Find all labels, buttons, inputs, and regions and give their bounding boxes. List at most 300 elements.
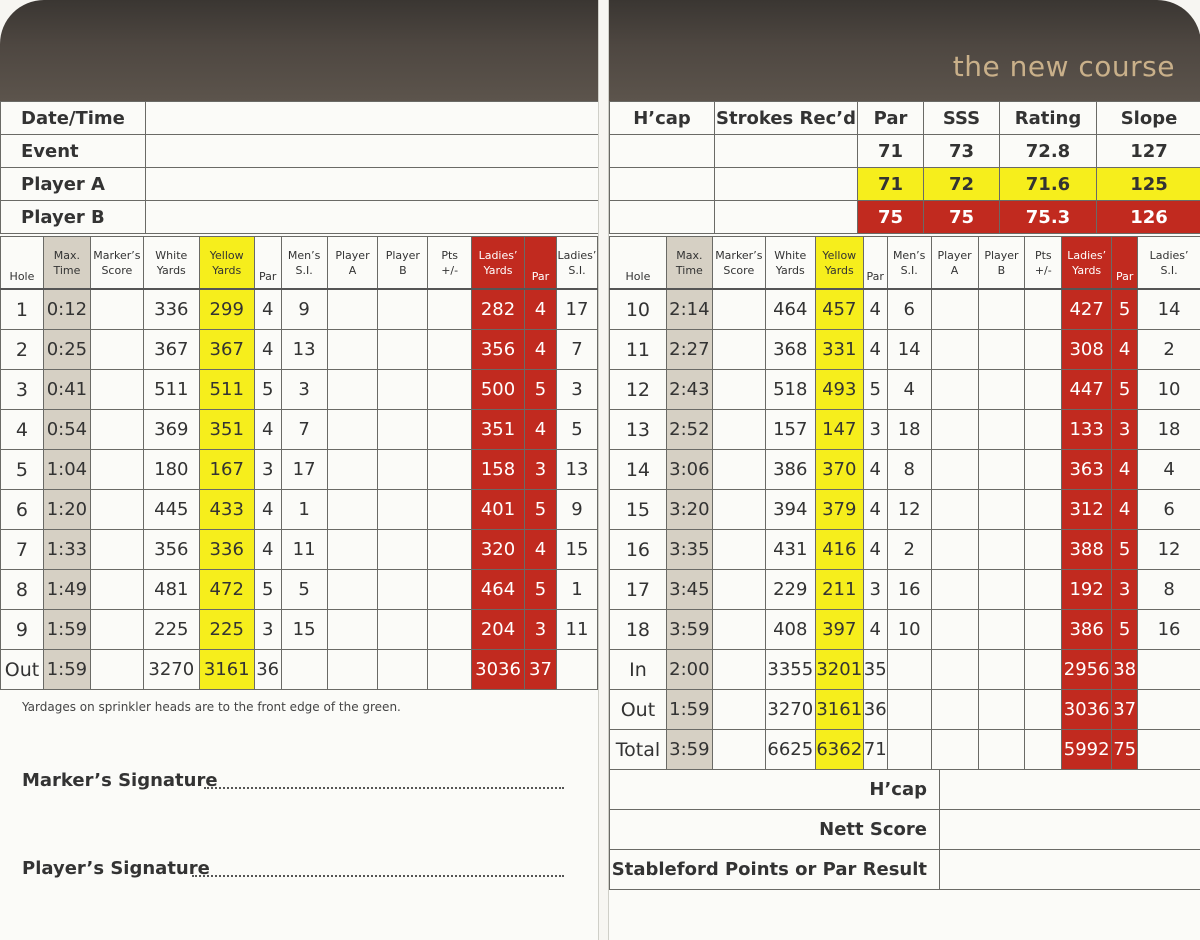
score-entry-cell[interactable]	[378, 610, 428, 650]
cell-time: 3:59	[666, 610, 712, 650]
score-entry-cell[interactable]	[90, 289, 143, 330]
cell-time: 1:04	[43, 450, 90, 490]
score-entry-cell[interactable]	[378, 410, 428, 450]
cell-hole: 13	[610, 410, 667, 450]
score-entry-cell[interactable]	[1025, 690, 1062, 730]
hole-row	[610, 490, 1200, 530]
cell-yellow: 211	[815, 570, 863, 610]
cell-yellow: 331	[815, 330, 863, 370]
score-entry-cell[interactable]	[1025, 450, 1062, 490]
markers-signature-label: Marker’s Signature	[22, 770, 218, 791]
handicap-field[interactable]	[610, 135, 715, 168]
header-ladies-par	[1112, 237, 1138, 290]
cell-lyards: 401	[472, 490, 525, 530]
score-entry-cell[interactable]	[378, 650, 428, 690]
score-entry-cell[interactable]	[712, 530, 765, 570]
cell-white: 481	[143, 570, 199, 610]
cell-lsi: 16	[1138, 610, 1200, 650]
cell-lpar: 4	[525, 410, 557, 450]
info-entry-field[interactable]	[146, 135, 599, 168]
cell-lyards: 5992	[1062, 730, 1112, 770]
cell-lsi: 12	[1138, 530, 1200, 570]
score-entry-cell[interactable]	[1025, 330, 1062, 370]
cell-white: 368	[765, 330, 815, 370]
score-entry-cell[interactable]	[978, 650, 1025, 690]
score-entry-cell[interactable]	[1138, 730, 1200, 770]
header-line: +/-	[1034, 263, 1052, 277]
cell-lyards: 192	[1062, 570, 1112, 610]
cell-lpar: 5	[1112, 289, 1138, 330]
score-entry-cell[interactable]	[978, 370, 1025, 410]
cell-hole: 4	[1, 410, 44, 450]
header-max-time	[666, 237, 712, 290]
header-line: Ladies’	[478, 248, 518, 262]
cell-hole: 15	[610, 490, 667, 530]
score-entry-cell[interactable]	[327, 650, 378, 690]
cell-lpar: 5	[1112, 370, 1138, 410]
header-line: White	[774, 248, 807, 262]
rating-value: 71.6	[1000, 168, 1097, 201]
cell-hole: 18	[610, 610, 667, 650]
cell-si: 12	[887, 490, 931, 530]
header-marker	[712, 237, 765, 290]
score-entry-cell[interactable]	[378, 490, 428, 530]
score-entry-cell[interactable]	[931, 530, 978, 570]
cell-si: 13	[281, 330, 327, 370]
cell-white: 394	[765, 490, 815, 530]
cell-time: 1:33	[43, 530, 90, 570]
hole-row	[1, 330, 598, 370]
score-entry-cell[interactable]	[428, 330, 472, 370]
cell-lpar: 4	[1112, 490, 1138, 530]
score-entry-cell[interactable]	[931, 450, 978, 490]
score-entry-cell[interactable]	[90, 530, 143, 570]
cell-par: 4	[254, 289, 281, 330]
cell-time: 2:43	[666, 370, 712, 410]
header-player-a	[327, 237, 378, 290]
header-line: Yellow	[209, 248, 244, 262]
cell-white: 356	[143, 530, 199, 570]
cell-white: 157	[765, 410, 815, 450]
cell-lsi: 9	[556, 490, 597, 530]
score-entry-cell[interactable]	[712, 450, 765, 490]
cell-lsi: 8	[1138, 570, 1200, 610]
cell-time: 3:45	[666, 570, 712, 610]
score-entry-cell[interactable]	[281, 650, 327, 690]
result-entry-field[interactable]	[940, 850, 1200, 890]
total-row	[1, 650, 598, 690]
cell-lpar: 3	[525, 450, 557, 490]
cell-lpar: 4	[525, 330, 557, 370]
score-entry-cell[interactable]	[428, 610, 472, 650]
cell-hole: 1	[1, 289, 44, 330]
rating-value: 75.3	[1000, 201, 1097, 234]
cell-time: 0:41	[43, 370, 90, 410]
score-entry-cell[interactable]	[931, 490, 978, 530]
hole-row	[610, 570, 1200, 610]
header-line: Men’s	[892, 248, 926, 262]
score-entry-cell[interactable]	[327, 530, 378, 570]
rating-header: Rating	[1000, 102, 1097, 135]
cell-par: 36	[863, 690, 887, 730]
cell-yellow: 3161	[199, 650, 254, 690]
rating-row	[610, 201, 1200, 234]
cell-lpar: 37	[1112, 690, 1138, 730]
score-entry-cell[interactable]	[428, 570, 472, 610]
cell-lyards: 447	[1062, 370, 1112, 410]
cell-yellow: 299	[199, 289, 254, 330]
back-nine-scores	[609, 236, 1200, 770]
cell-white: 336	[143, 289, 199, 330]
header-hole	[1, 237, 44, 290]
result-row	[610, 810, 1200, 850]
front-nine-scores	[0, 236, 598, 690]
cell-hole: 10	[610, 289, 667, 330]
cell-par: 4	[863, 289, 887, 330]
header-marker	[90, 237, 143, 290]
cell-time: 3:20	[666, 490, 712, 530]
strokes-field[interactable]	[715, 201, 858, 234]
header-line: A	[348, 263, 357, 277]
score-entry-cell[interactable]	[931, 690, 978, 730]
score-entry-cell[interactable]	[887, 730, 931, 770]
header-mens-si	[887, 237, 931, 290]
hole-row	[1, 570, 598, 610]
cell-lsi: 3	[556, 370, 597, 410]
score-entry-cell[interactable]	[327, 570, 378, 610]
cell-white: 3270	[765, 690, 815, 730]
cell-white: 367	[143, 330, 199, 370]
strokes-field[interactable]	[715, 135, 858, 168]
cell-si: 16	[887, 570, 931, 610]
cell-hole: 3	[1, 370, 44, 410]
score-entry-cell[interactable]	[428, 370, 472, 410]
header-line: Pts	[441, 248, 459, 262]
score-entry-cell[interactable]	[327, 410, 378, 450]
players-signature-label: Player’s Signature	[22, 858, 210, 879]
cell-white: 225	[143, 610, 199, 650]
handicap-field[interactable]	[610, 168, 715, 201]
cell-time: 1:59	[43, 610, 90, 650]
cell-time: 0:12	[43, 289, 90, 330]
cell-si: 17	[281, 450, 327, 490]
score-entry-cell[interactable]	[428, 530, 472, 570]
score-entry-cell[interactable]	[1025, 289, 1062, 330]
cell-lyards: 282	[472, 289, 525, 330]
score-entry-cell[interactable]	[428, 650, 472, 690]
score-entry-cell[interactable]	[1025, 610, 1062, 650]
score-entry-cell[interactable]	[1025, 490, 1062, 530]
back-nine-card	[608, 0, 1200, 940]
score-entry-cell[interactable]	[931, 570, 978, 610]
header-line: Par	[258, 270, 277, 283]
score-entry-cell[interactable]	[428, 410, 472, 450]
hole-row	[1, 289, 598, 330]
header-line: Time	[675, 263, 703, 277]
score-entry-cell[interactable]	[327, 450, 378, 490]
strokes-field[interactable]	[715, 168, 858, 201]
cell-par: 5	[254, 570, 281, 610]
score-entry-cell[interactable]	[327, 370, 378, 410]
cell-par: 5	[863, 370, 887, 410]
cell-label: Total	[610, 730, 667, 770]
cell-yellow: 397	[815, 610, 863, 650]
cell-si: 9	[281, 289, 327, 330]
cell-si: 2	[887, 530, 931, 570]
cell-white: 511	[143, 370, 199, 410]
score-entry-cell[interactable]	[327, 330, 378, 370]
players-signature-line[interactable]	[192, 875, 564, 877]
cell-yellow: 225	[199, 610, 254, 650]
cell-par: 4	[863, 450, 887, 490]
header-line: Marker’s	[93, 248, 141, 262]
cell-time: 1:20	[43, 490, 90, 530]
cell-lsi: 17	[556, 289, 597, 330]
cell-time: 0:25	[43, 330, 90, 370]
cell-par: 3	[254, 610, 281, 650]
cell-lyards: 388	[1062, 530, 1112, 570]
score-entry-cell[interactable]	[378, 289, 428, 330]
score-entry-cell[interactable]	[90, 650, 143, 690]
cell-white: 431	[765, 530, 815, 570]
course-rating-table	[609, 101, 1200, 234]
header-par	[254, 237, 281, 290]
cell-lyards: 320	[472, 530, 525, 570]
event-info-table	[0, 101, 599, 234]
cell-lpar: 3	[525, 610, 557, 650]
score-entry-cell[interactable]	[90, 570, 143, 610]
score-entry-cell[interactable]	[378, 330, 428, 370]
cell-white: 386	[765, 450, 815, 490]
info-entry-field[interactable]	[146, 201, 599, 234]
result-row	[610, 850, 1200, 890]
cell-lsi: 15	[556, 530, 597, 570]
score-entry-cell[interactable]	[931, 370, 978, 410]
rating-value: 71	[858, 168, 924, 201]
cell-lpar: 5	[1112, 610, 1138, 650]
score-entry-cell[interactable]	[931, 650, 978, 690]
info-label: Player A	[1, 168, 146, 201]
cell-lsi: 1	[556, 570, 597, 610]
cell-lpar: 4	[1112, 330, 1138, 370]
header-white	[765, 237, 815, 290]
hole-row	[610, 330, 1200, 370]
score-entry-cell[interactable]	[712, 490, 765, 530]
header-line: Ladies’	[1067, 248, 1107, 262]
header-player-a	[931, 237, 978, 290]
hole-row	[610, 450, 1200, 490]
rating-header: Strokes Rec’d	[715, 102, 858, 135]
score-entry-cell[interactable]	[712, 570, 765, 610]
cell-yellow: 147	[815, 410, 863, 450]
header-line: Ladies’	[557, 248, 597, 262]
rating-header: H’cap	[610, 102, 715, 135]
score-entry-cell[interactable]	[931, 289, 978, 330]
score-entry-cell[interactable]	[1138, 690, 1200, 730]
hole-row	[1, 450, 598, 490]
score-entry-cell[interactable]	[978, 330, 1025, 370]
score-entry-cell[interactable]	[378, 570, 428, 610]
info-entry-field[interactable]	[146, 168, 599, 201]
result-label: Stableford Points or Par Result	[610, 850, 940, 890]
cell-white: 6625	[765, 730, 815, 770]
score-entry-cell[interactable]	[327, 490, 378, 530]
cell-par: 3	[254, 450, 281, 490]
score-entry-cell[interactable]	[327, 610, 378, 650]
cell-yellow: 370	[815, 450, 863, 490]
cell-par: 3	[863, 570, 887, 610]
score-entry-cell[interactable]	[90, 490, 143, 530]
cell-si: 4	[887, 370, 931, 410]
score-entry-cell[interactable]	[90, 410, 143, 450]
header-line: B	[399, 263, 407, 277]
cell-lpar: 5	[525, 490, 557, 530]
header-line: Yards	[483, 263, 513, 277]
cell-lpar: 4	[1112, 450, 1138, 490]
score-entry-cell[interactable]	[978, 410, 1025, 450]
score-entry-cell[interactable]	[90, 330, 143, 370]
score-entry-cell[interactable]	[556, 650, 597, 690]
cell-yellow: 457	[815, 289, 863, 330]
cell-lyards: 308	[1062, 330, 1112, 370]
cell-hole: 5	[1, 450, 44, 490]
cell-lpar: 5	[525, 370, 557, 410]
score-entry-cell[interactable]	[978, 490, 1025, 530]
header-hole	[610, 237, 667, 290]
score-entry-cell[interactable]	[887, 690, 931, 730]
score-entry-cell[interactable]	[931, 410, 978, 450]
score-entry-cell[interactable]	[931, 610, 978, 650]
score-entry-cell[interactable]	[712, 330, 765, 370]
info-entry-field[interactable]	[146, 102, 599, 135]
header-line: +/-	[441, 263, 459, 277]
result-entry-field[interactable]	[940, 770, 1200, 810]
header-line: Yards	[775, 263, 805, 277]
score-entry-cell[interactable]	[978, 450, 1025, 490]
score-entry-cell[interactable]	[428, 450, 472, 490]
score-entry-cell[interactable]	[1025, 730, 1062, 770]
cell-label: Out	[610, 690, 667, 730]
rating-value: 75	[858, 201, 924, 234]
header-ladies-yards	[1062, 237, 1112, 290]
score-entry-cell[interactable]	[931, 330, 978, 370]
cell-yellow: 167	[199, 450, 254, 490]
front-nine-card	[0, 0, 599, 940]
cell-lyards: 363	[1062, 450, 1112, 490]
cell-hole: 16	[610, 530, 667, 570]
score-entry-cell[interactable]	[378, 370, 428, 410]
hole-row	[610, 289, 1200, 330]
cell-lpar: 3	[1112, 410, 1138, 450]
cell-par: 4	[863, 330, 887, 370]
score-entry-cell[interactable]	[90, 610, 143, 650]
score-entry-cell[interactable]	[378, 530, 428, 570]
cell-par: 3	[863, 410, 887, 450]
header-line: B	[997, 263, 1006, 277]
yardage-note: Yardages on sprinkler heads are to the front edge of the green.	[22, 700, 401, 714]
score-entry-cell[interactable]	[712, 730, 765, 770]
cell-white: 445	[143, 490, 199, 530]
cell-lyards: 3036	[472, 650, 525, 690]
header-ladies-yards	[472, 237, 525, 290]
score-entry-cell[interactable]	[712, 289, 765, 330]
result-row	[610, 770, 1200, 810]
score-entry-cell[interactable]	[712, 650, 765, 690]
header-ladies-si	[556, 237, 597, 290]
score-entry-cell[interactable]	[90, 370, 143, 410]
header-mens-si	[281, 237, 327, 290]
header-line: Player	[937, 248, 972, 262]
cell-white: 3270	[143, 650, 199, 690]
score-entry-cell[interactable]	[428, 490, 472, 530]
cell-label: Out	[1, 650, 44, 690]
header-line: Max.	[53, 248, 81, 262]
cell-si: 1	[281, 490, 327, 530]
score-entry-cell[interactable]	[378, 450, 428, 490]
result-table	[609, 769, 1200, 890]
score-entry-cell[interactable]	[931, 730, 978, 770]
header-max-time	[43, 237, 90, 290]
score-entry-cell[interactable]	[712, 690, 765, 730]
header-line: Score	[723, 263, 755, 277]
score-entry-cell[interactable]	[1025, 570, 1062, 610]
header-line: Ladies’	[1149, 248, 1189, 262]
cell-time: 0:54	[43, 410, 90, 450]
handicap-field[interactable]	[610, 201, 715, 234]
score-entry-cell[interactable]	[712, 610, 765, 650]
cell-si: 3	[281, 370, 327, 410]
markers-signature-line[interactable]	[204, 787, 564, 789]
score-entry-cell[interactable]	[978, 690, 1025, 730]
score-entry-cell[interactable]	[1138, 650, 1200, 690]
cell-time: 1:49	[43, 570, 90, 610]
score-entry-cell[interactable]	[978, 570, 1025, 610]
score-entry-cell[interactable]	[978, 289, 1025, 330]
cell-par: 4	[254, 410, 281, 450]
result-entry-field[interactable]	[940, 810, 1200, 850]
score-entry-cell[interactable]	[1025, 530, 1062, 570]
cell-si: 5	[281, 570, 327, 610]
cell-yellow: 472	[199, 570, 254, 610]
header-line: S.I.	[295, 263, 313, 277]
score-entry-cell[interactable]	[327, 289, 378, 330]
score-entry-cell[interactable]	[1025, 370, 1062, 410]
score-entry-cell[interactable]	[978, 730, 1025, 770]
score-entry-cell[interactable]	[712, 410, 765, 450]
score-entry-cell[interactable]	[712, 370, 765, 410]
cell-label: In	[610, 650, 667, 690]
header-line: Yellow	[822, 248, 857, 262]
header-line: S.I.	[1160, 263, 1178, 277]
cell-yellow: 367	[199, 330, 254, 370]
total-row	[610, 730, 1200, 770]
score-entry-cell[interactable]	[1025, 650, 1062, 690]
score-entry-cell[interactable]	[1025, 410, 1062, 450]
cell-lyards: 356	[472, 330, 525, 370]
score-entry-cell[interactable]	[887, 650, 931, 690]
header-yellow	[815, 237, 863, 290]
score-entry-cell[interactable]	[978, 530, 1025, 570]
score-entry-cell[interactable]	[428, 289, 472, 330]
hole-row	[1, 410, 598, 450]
score-entry-cell[interactable]	[90, 450, 143, 490]
cell-lyards: 158	[472, 450, 525, 490]
cell-time: 2:00	[666, 650, 712, 690]
result-label: H’cap	[610, 770, 940, 810]
score-entry-cell[interactable]	[978, 610, 1025, 650]
header-line: Yards	[1072, 263, 1102, 277]
cell-lyards: 351	[472, 410, 525, 450]
